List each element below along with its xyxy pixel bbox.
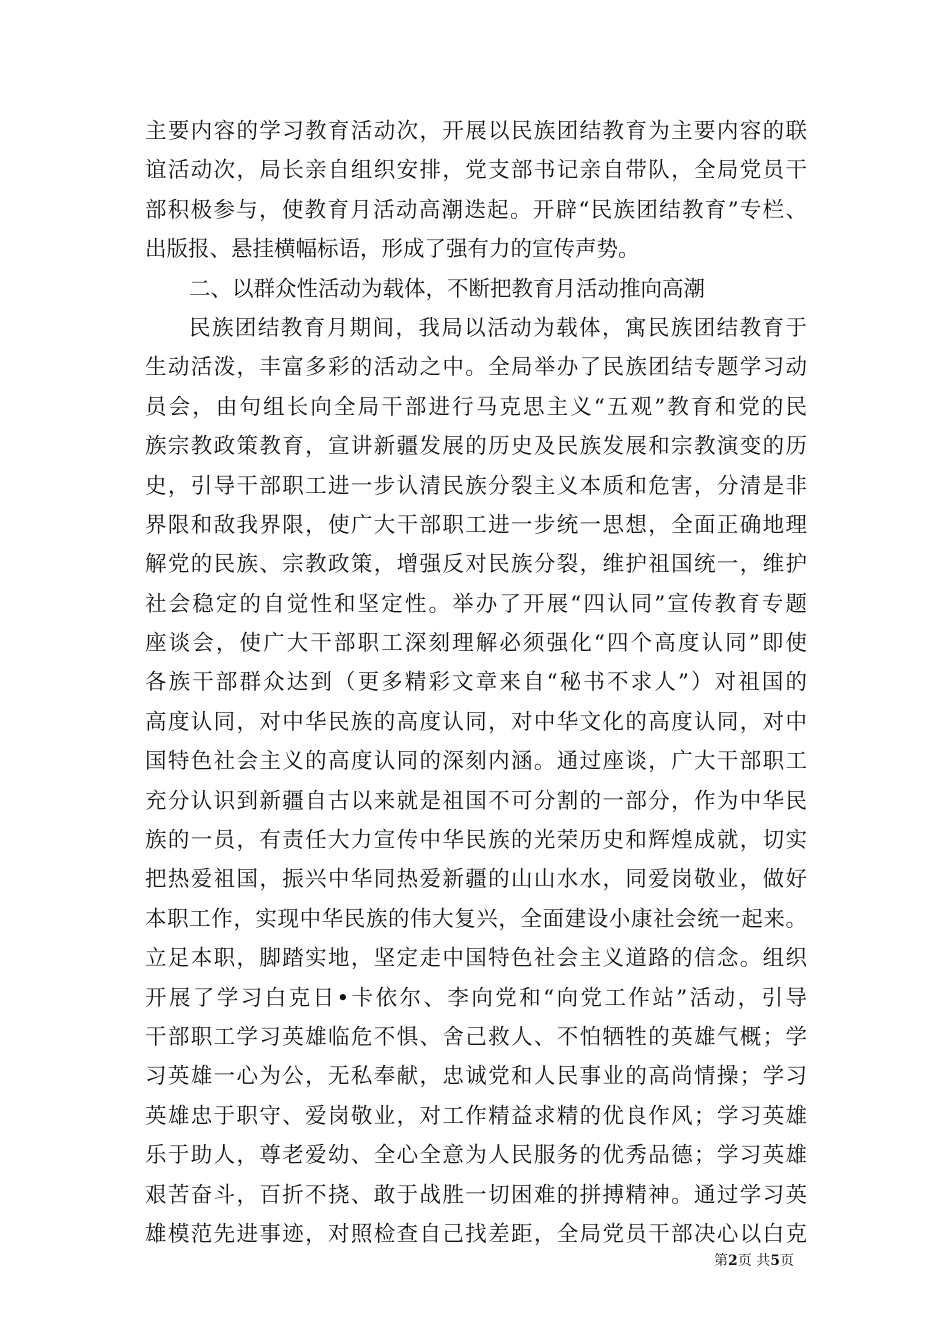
document-body <box>145 112 807 1254</box>
page-footer <box>714 1251 794 1271</box>
text-line-16: 高度认同，对中华民族的高度认同，对中华文化的高度认同，对中 <box>145 709 807 735</box>
footer-prefix: 第 <box>714 1253 728 1269</box>
text-line-27: 乐于助人，尊老爱幼、全心全意为人民服务的优秀品德；学习英雄 <box>145 1143 807 1169</box>
footer-suffix: 页 <box>779 1253 794 1269</box>
text-line-7: 生动活泼，丰富多彩的活动之中。全局举办了民族团结专题学习动 <box>145 355 807 381</box>
text-line-11: 界限和敌我界限，使广大干部职工进一步统一思想，全面正确地理 <box>145 512 807 538</box>
text-line-20: 把热爱祖国，振兴中华同热爱新疆的山山水水，同爱岗敬业，做好 <box>145 867 807 893</box>
text-line-14: 座谈会，使广大干部职工深刻理解必须强化“四个高度认同”即使 <box>145 631 807 657</box>
text-line-26: 英雄忠于职守、爱岗敬业，对工作精益求精的优良作风；学习英雄 <box>145 1103 807 1129</box>
footer-middle: 页 共 <box>737 1253 771 1269</box>
text-line-18: 充分认识到新疆自古以来就是祖国不可分割的一部分，作为中华民 <box>145 788 807 814</box>
text-line-15: 各族干部群众达到（更多精彩文章来自“秘书不求人”）对祖国的 <box>145 670 807 696</box>
text-line-8: 员会，由句组长向全局干部进行马克思主义“五观”教育和党的民 <box>145 394 807 420</box>
text-line-12: 解党的民族、宗教政策，增强反对民族分裂，维护祖国统一，维护 <box>145 552 807 578</box>
text-line-22: 立足本职，脚踏实地，坚定走中国特色社会主义道路的信念。组织 <box>145 946 807 972</box>
text-line-4: 出版报、悬挂横幅标语，形成了强有力的宣传声势。 <box>145 237 640 263</box>
text-line-28: 艰苦奋斗，百折不挠、敢于战胜一切困难的拼搏精神。通过学习英 <box>145 1182 807 1208</box>
text-line-6: 民族团结教育月期间，我局以活动为载体，寓民族团结教育于 <box>189 315 807 341</box>
total-page-number: 5 <box>770 1253 780 1269</box>
text-line-3: 部积极参与，使教育月活动高潮迭起。开辟“民族团结教育”专栏、 <box>145 197 807 223</box>
text-line-24: 干部职工学习英雄临危不惧、舍己救人、不怕牺牲的英雄气概；学 <box>145 1024 807 1050</box>
text-line-25: 习英雄一心为公，无私奉献，忠诚党和人民事业的高尚情操；学习 <box>145 1064 807 1090</box>
text-line-19: 族的一员，有责任大力宣传中华民族的光荣历史和辉煌成就，切实 <box>145 828 807 854</box>
section-heading: 二、以群众性活动为载体，不断把教育月活动推向高潮 <box>189 276 706 302</box>
text-line-21: 本职工作，实现中华民族的伟大复兴，全面建设小康社会统一起来。 <box>145 906 807 932</box>
text-line-23: 开展了学习白克日•卡依尔、李向党和“向党工作站”活动，引导 <box>145 985 807 1011</box>
text-line-29: 雄模范先进事迹，对照检查自己找差距，全局党员干部决心以白克 <box>145 1221 807 1247</box>
text-line-9: 族宗教政策教育，宣讲新疆发展的历史及民族发展和宗教演变的历 <box>145 434 807 460</box>
text-line-17: 国特色社会主义的高度认同的深刻内涵。通过座谈，广大干部职工 <box>145 749 807 775</box>
text-line-13: 社会稳定的自觉性和坚定性。举办了开展“四认同”宣传教育专题 <box>145 591 807 617</box>
text-line-1: 主要内容的学习教育活动次，开展以民族团结教育为主要内容的联 <box>145 119 807 144</box>
current-page-number: 2 <box>728 1253 738 1269</box>
text-line-2: 谊活动次，局长亲自组织安排，党支部书记亲自带队，全局党员干 <box>145 158 807 184</box>
text-line-10: 史，引导干部职工进一步认清民族分裂主义本质和危害，分清是非 <box>145 473 807 499</box>
